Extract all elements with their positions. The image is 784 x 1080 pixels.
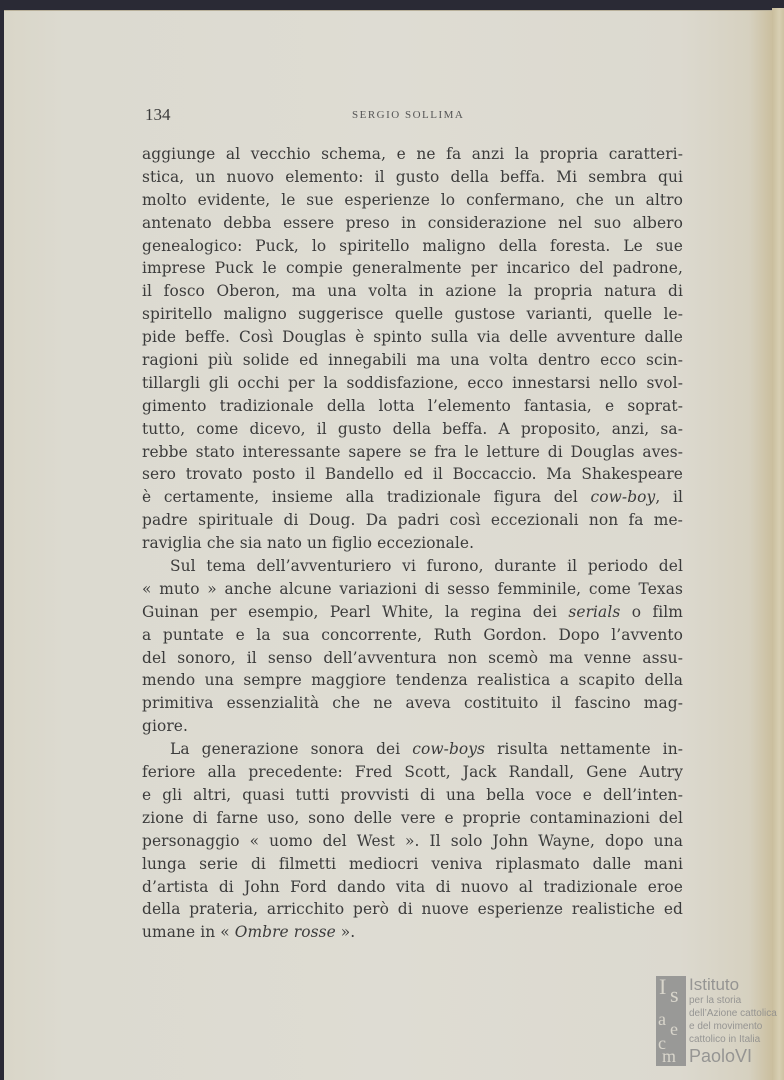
- logo-line: Istituto: [689, 975, 740, 994]
- text-line: antenato debba essere preso in considerazione nel suo albero: [142, 213, 683, 232]
- text-line: tutto, come dicevo, il gusto della beffa. A proposito, anzi, sa-: [142, 419, 683, 438]
- text-segment: La generazione sonora dei: [170, 740, 413, 759]
- logo-line: dell’Azione cattolica: [689, 1008, 777, 1019]
- logo-line: per la storia: [689, 995, 742, 1006]
- text-line: e gli altri, quasi tutti provvisti di una bella voce e dell’inten-: [142, 785, 683, 804]
- text-line: Sul tema dell’avventuriero vi furono, durante il periodo del: [170, 557, 683, 576]
- page-edge: [772, 8, 784, 1080]
- text-line: gimento tradizionale della lotta l’elemento fantasia, e soprat-: [142, 396, 683, 415]
- isacem-watermark-logo: [656, 976, 784, 1068]
- text-line: lunga serie di filmetti mediocri veniva riplasmato dalle mani: [142, 854, 683, 873]
- text-line: zione di farne uso, sono delle vere e proprie contaminazioni del: [142, 808, 683, 827]
- text-line: ragioni più solide ed innegabili ma una volta dentro ecco scin-: [142, 351, 683, 370]
- monogram-letter: s: [670, 982, 679, 1007]
- italic-term: Ombre rosse: [234, 923, 336, 942]
- monogram-letter: c: [658, 1033, 666, 1053]
- text-line: mendo una sempre maggiore tendenza realistica a scapito della: [142, 671, 683, 690]
- logo-line: cattolico in Italia: [689, 1034, 761, 1045]
- text-segment: è certamente, insieme alla tradizionale figura del: [142, 488, 591, 507]
- page-number: 134: [145, 105, 171, 124]
- text-segment: Guinan per esempio, Pearl White, la regina dei: [142, 602, 569, 621]
- text-line: personaggio « uomo del West ». Il solo John Wayne, dopo una: [142, 831, 683, 850]
- text-line: genealogico: Puck, lo spiritello maligno della foresta. Le sue: [142, 236, 683, 255]
- text-line: il fosco Oberon, ma una volta in azione la propria natura di: [142, 282, 683, 301]
- text-line: « muto » anche alcune variazioni di sesso femminile, come Texas: [142, 579, 683, 598]
- text-line: [142, 486, 683, 509]
- text-line: rebbe stato interessante sapere se fra le letture di Douglas aves-: [142, 442, 683, 461]
- italic-term: cow-boy: [590, 488, 656, 507]
- text-line: molto evidente, le sue esperienze lo confermano, che un altro: [142, 190, 683, 209]
- logo-line: e del movimento: [689, 1021, 763, 1032]
- text-line: tillargli gli occhi per la soddisfazione, ecco innestarsi nello svol-: [142, 373, 683, 392]
- running-head: [145, 105, 685, 125]
- monogram-letter: I: [659, 974, 667, 999]
- text-segment: ».: [335, 923, 356, 942]
- text-line: [142, 601, 683, 624]
- isacem-monogram: [656, 976, 686, 1066]
- text-line: della prateria, arricchito però di nuove esperienze realistiche ed: [142, 900, 683, 919]
- text-line: [142, 921, 683, 944]
- body-text: [142, 143, 683, 944]
- text-line: [142, 738, 683, 761]
- text-segment: umane in «: [142, 923, 235, 942]
- running-head-author: SERGIO SOLLIMA: [352, 109, 465, 121]
- text-line: imprese Puck le compie generalmente per incarico del padrone,: [142, 259, 683, 278]
- text-line: padre spirituale di Doug. Da padri così eccezionali non fa me-: [142, 511, 683, 530]
- text-segment: o film: [620, 602, 683, 621]
- text-line: sero trovato posto il Bandello ed il Boccaccio. Ma Shakespeare: [142, 465, 683, 484]
- text-line: raviglia che sia nato un figlio eccezionale.: [142, 534, 475, 553]
- text-line: feriore alla precedente: Fred Scott, Jack Randall, Gene Autry: [142, 763, 683, 782]
- text-line: primitiva essenzialità che ne aveva costituito il fascino mag-: [142, 694, 683, 713]
- italic-term: cow-boys: [412, 740, 486, 759]
- text-segment: risulta nettamente in-: [485, 740, 684, 759]
- text-line: del sonoro, il senso dell’avventura non scemò ma venne assu-: [142, 648, 683, 667]
- text-line: giore.: [142, 717, 188, 736]
- monogram-letter: m: [662, 1046, 677, 1066]
- logo-line: PaoloVI: [689, 1046, 753, 1066]
- text-line: stica, un nuovo elemento: il gusto della beffa. Mi sembra qui: [142, 167, 683, 186]
- text-line: a puntate e la sua concorrente, Ruth Gordon. Dopo l’avvento: [142, 625, 683, 644]
- monogram-letter: e: [670, 1019, 678, 1039]
- text-line: spiritello maligno suggerisce quelle gustose varianti, quelle le-: [142, 305, 683, 324]
- text-line: pide beffe. Così Douglas è spinto sulla via delle avventure dalle: [142, 328, 683, 347]
- text-line: aggiunge al vecchio schema, e ne fa anzi la propria caratteri-: [142, 145, 683, 163]
- monogram-letter: a: [658, 1009, 666, 1029]
- italic-term: serials: [568, 602, 621, 621]
- text-line: d’artista di John Ford dando vita di nuovo al tradizionale eroe: [142, 877, 683, 896]
- isacem-text: [689, 976, 777, 1066]
- text-segment: , il: [655, 488, 683, 507]
